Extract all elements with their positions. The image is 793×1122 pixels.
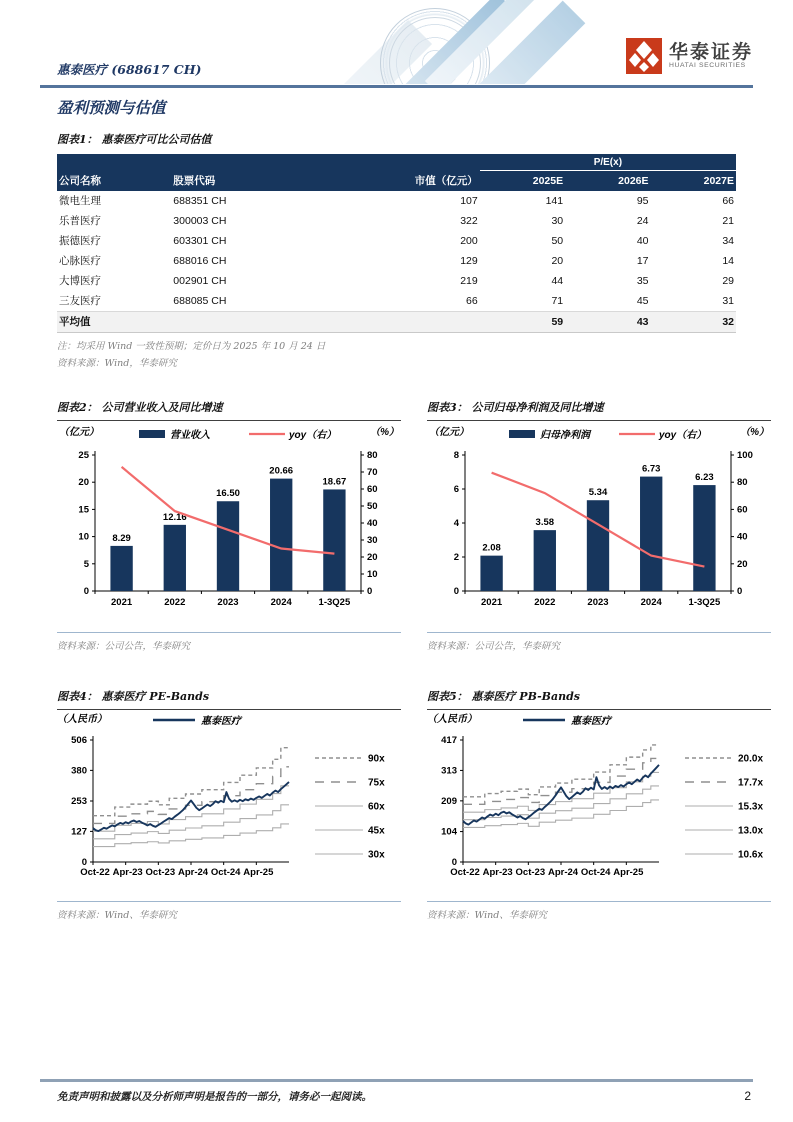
x-axis-label: 1-3Q25	[688, 596, 721, 608]
bar	[164, 524, 186, 590]
column-header: 市值（亿元）	[313, 171, 479, 191]
bar-value-label: 2.08	[482, 542, 501, 554]
table-cell: 50	[551, 234, 564, 247]
left-axis-tick: 8	[453, 449, 459, 461]
bar	[587, 500, 609, 591]
left-axis-tick: 5	[83, 558, 89, 570]
left-axis-tick: 15	[78, 503, 89, 515]
brand-name: 华泰证券	[668, 41, 753, 63]
table-cell: 45	[636, 294, 649, 307]
left-axis-tick: 0	[453, 585, 459, 597]
table-row	[57, 191, 736, 211]
table-cell: 43	[565, 311, 650, 332]
band-legend-label: 15.3x	[738, 801, 764, 812]
bar-value-label: 12.16	[162, 511, 187, 523]
band-legend-label: 75x	[368, 777, 385, 788]
table-cell: 30	[551, 214, 564, 227]
table-cell: 31	[722, 294, 734, 307]
bar	[110, 545, 132, 590]
page-footer	[40, 1079, 753, 1104]
table-cell: 300003 CH	[173, 214, 227, 227]
band-line-45x	[93, 804, 289, 838]
table-cell: 14	[722, 254, 734, 267]
chart-legend	[139, 429, 336, 441]
bar-value-label: 3.58	[535, 516, 555, 528]
table-cell: 心脉医疗	[59, 255, 101, 267]
table-cell: 乐普医疗	[59, 215, 101, 227]
bar	[480, 555, 502, 590]
chart-row-1	[57, 399, 769, 652]
table-source: 资料来源：Wind，华泰研究	[57, 357, 177, 369]
x-axis-tick: Apr-25	[613, 866, 644, 878]
figure2-title: 图表2： 公司营业收入及同比增速	[57, 399, 401, 421]
right-axis-tick: 30	[367, 534, 378, 546]
column-header: 2027E	[651, 171, 736, 191]
column-header: 2026E	[565, 171, 650, 191]
table-note: 注：均采用 Wind 一致性预期；定价日为 2025 年 10 月 24 日	[57, 340, 326, 352]
table-cell: 平均值	[57, 311, 171, 332]
x-axis-tick: Oct-24	[580, 866, 611, 878]
left-axis-unit: （亿元）	[59, 426, 99, 438]
bar	[217, 501, 239, 591]
table-cell: 44	[551, 274, 564, 287]
table-row	[57, 311, 736, 332]
table-row	[57, 211, 736, 231]
price-legend-label: 惠泰医疗	[571, 715, 611, 727]
band-legend-label: 20.0x	[738, 753, 764, 764]
right-axis-tick: 80	[737, 476, 748, 488]
table-cell: 59	[480, 311, 565, 332]
chart-row-2	[57, 688, 764, 921]
bar-value-label: 8.29	[112, 532, 131, 544]
table-cell: 66	[722, 194, 734, 207]
left-axis-tick: 2	[453, 551, 459, 563]
figure-1-valuation-table	[57, 131, 736, 369]
figure-3-profit-chart	[427, 399, 771, 652]
table-cell: 29	[722, 274, 734, 287]
band-legend-label: 17.7x	[738, 777, 764, 788]
table-cell: 17	[636, 254, 649, 267]
main-content	[57, 96, 769, 921]
bar-value-label: 18.67	[322, 475, 347, 487]
table-cell: 95	[636, 194, 649, 207]
figure3-source: 资料来源：公司公告，华泰研究	[427, 632, 771, 652]
figure4-source: 资料来源：Wind、华泰研究	[57, 901, 401, 921]
figure-2-revenue-chart	[57, 399, 401, 652]
bar	[640, 476, 662, 590]
band-line-30x	[93, 823, 289, 846]
y-axis-tick: 380	[71, 764, 87, 776]
y-axis-tick: 506	[71, 734, 87, 746]
band-legend-label: 45x	[368, 825, 385, 836]
bar-value-label: 5.34	[588, 486, 608, 498]
right-axis-tick: 100	[737, 449, 753, 461]
right-axis-tick: 50	[367, 500, 378, 512]
table-cell	[313, 311, 479, 332]
right-axis-tick: 80	[367, 449, 378, 461]
table-cell: 34	[722, 234, 734, 247]
table-cell: 微电生理	[59, 195, 101, 207]
figure-5-pb-bands	[427, 688, 771, 921]
left-axis-tick: 0	[83, 585, 89, 597]
left-axis-tick: 20	[78, 476, 89, 488]
table-cell: 32	[651, 311, 736, 332]
right-axis-tick: 10	[367, 568, 378, 580]
x-axis-tick: Oct-22	[80, 866, 110, 878]
right-axis-tick: 0	[737, 585, 743, 597]
x-axis-label: 2021	[111, 596, 133, 608]
axis-unit: （人民币）	[427, 713, 477, 725]
y-axis-tick: 417	[441, 734, 457, 746]
comparable-companies-table	[57, 154, 736, 333]
pb-bands-chart	[427, 710, 771, 888]
table-cell: 129	[460, 254, 478, 267]
x-axis-label: 1-3Q25	[318, 596, 351, 608]
x-axis-label: 2024	[270, 596, 292, 608]
x-axis-label: 2022	[534, 596, 556, 608]
table-row	[57, 251, 736, 271]
table-cell: 107	[460, 194, 478, 207]
left-axis-tick: 10	[78, 531, 89, 543]
table-cell: 200	[460, 234, 478, 247]
left-axis-tick: 4	[453, 517, 459, 529]
table-cell: 141	[545, 194, 564, 207]
table-cell: 219	[460, 274, 478, 287]
x-axis-label: 2021	[481, 596, 503, 608]
bar	[323, 489, 345, 591]
stock-price-line	[463, 764, 659, 824]
x-axis-tick: Oct-23	[515, 866, 546, 878]
band-line-90x	[93, 747, 289, 815]
figure5-source: 资料来源：Wind、华泰研究	[427, 901, 771, 921]
y-axis-tick: 127	[71, 825, 87, 837]
revenue-yoy-chart	[57, 421, 401, 619]
table-cell: 21	[722, 214, 734, 227]
x-axis-tick: Apr-23	[112, 866, 143, 878]
figure2-source: 资料来源：公司公告，华泰研究	[57, 632, 401, 652]
axis-unit: （人民币）	[57, 713, 107, 725]
band-legend-label: 30x	[368, 849, 385, 860]
right-axis-tick: 20	[737, 558, 748, 570]
net-profit-yoy-chart	[427, 421, 771, 619]
band-legend-label: 13.0x	[738, 825, 764, 836]
table-cell: 66	[466, 294, 478, 307]
x-axis-label: 2022	[164, 596, 186, 608]
x-axis-tick: Oct-23	[145, 866, 176, 878]
header-globe-decoration	[290, 0, 590, 84]
table-row	[57, 271, 736, 291]
y-axis-tick: 313	[441, 764, 457, 776]
table-cell: 603301 CH	[173, 234, 227, 247]
table-body	[57, 191, 736, 333]
table-cell	[171, 311, 313, 332]
y-axis-tick: 104	[441, 826, 457, 838]
table-cell: 40	[636, 234, 649, 247]
x-axis-tick: Apr-25	[243, 866, 274, 878]
table-cell: 322	[460, 214, 478, 227]
column-header: 公司名称	[57, 171, 171, 191]
legend-line-label: yoy（右）	[659, 429, 707, 441]
figure3-title: 图表3： 公司归母净利润及同比增速	[427, 399, 771, 421]
table-row	[57, 231, 736, 251]
x-axis-tick: Apr-24	[177, 866, 209, 878]
legend-bar-label: 归母净利润	[540, 429, 590, 441]
band-line-10.6x	[463, 799, 659, 827]
table-cell: 振德医疗	[59, 235, 101, 247]
right-axis-unit: （%）	[740, 426, 769, 438]
y-axis-tick: 209	[441, 795, 457, 807]
column-header: 股票代码	[171, 171, 313, 191]
table-cell: 688085 CH	[173, 294, 227, 307]
price-legend-label: 惠泰医疗	[201, 715, 241, 727]
x-axis-tick: Apr-24	[547, 866, 579, 878]
figure4-title: 图表4： 惠泰医疗 PE-Bands	[57, 688, 401, 710]
bar-value-label: 6.73	[641, 463, 661, 475]
right-axis-tick: 60	[367, 483, 378, 495]
section-title: 盈利预测与估值	[57, 98, 166, 117]
x-axis-label: 2023	[587, 596, 609, 608]
column-header: 2025E	[480, 171, 565, 191]
table-cell: 三友医疗	[59, 295, 101, 307]
bar-value-label: 20.66	[269, 465, 294, 477]
table-cell: 大博医疗	[59, 275, 101, 287]
bar	[693, 485, 715, 591]
pe-bands-chart	[57, 710, 401, 888]
bar-value-label: 16.50	[216, 487, 240, 499]
right-axis-tick: 40	[367, 517, 378, 529]
company-title: 惠泰医疗 (688617 CH)	[57, 62, 202, 77]
right-axis-tick: 0	[367, 585, 373, 597]
band-legend-label: 10.6x	[738, 849, 764, 860]
table-cell: 35	[636, 274, 649, 287]
footer-disclaimer: 免责声明和披露以及分析师声明是报告的一部分，请务必一起阅读。	[57, 1091, 372, 1103]
huatai-logo-icon	[626, 38, 662, 74]
table-cell: 688351 CH	[173, 194, 227, 207]
left-axis-tick: 6	[453, 483, 459, 495]
right-axis-tick: 40	[737, 531, 748, 543]
bar	[534, 530, 556, 591]
y-axis-tick: 253	[71, 795, 87, 807]
table-cell: 71	[551, 294, 564, 307]
pe-span-header: P/E(x)	[480, 154, 736, 171]
right-axis-tick: 60	[737, 503, 748, 515]
left-axis-tick: 25	[78, 449, 89, 461]
page-number: 2	[744, 1089, 751, 1103]
brand-subtitle: HUATAI SECURITIES	[668, 62, 746, 70]
legend-bar-label: 营业收入	[170, 429, 210, 441]
chart-legend	[509, 429, 706, 441]
right-axis-unit: （%）	[370, 426, 399, 438]
figure-4-pe-bands	[57, 688, 401, 921]
page-header	[40, 36, 753, 84]
band-legend-label: 90x	[368, 753, 385, 764]
bar	[270, 478, 292, 590]
table-cell: 24	[636, 214, 649, 227]
x-axis-tick: Oct-24	[210, 866, 241, 878]
table-head	[57, 154, 736, 191]
right-axis-tick: 20	[367, 551, 378, 563]
x-axis-label: 2024	[640, 596, 662, 608]
header-divider	[40, 85, 753, 88]
band-legend-label: 60x	[368, 801, 385, 812]
table-cell: 688016 CH	[173, 254, 227, 267]
x-axis-tick: Oct-22	[450, 866, 480, 878]
table-row	[57, 291, 736, 312]
x-axis-tick: Apr-23	[482, 866, 513, 878]
huatai-logo	[626, 38, 753, 74]
right-axis-tick: 70	[367, 466, 378, 478]
figure1-title: 图表1： 惠泰医疗可比公司估值	[57, 133, 212, 146]
figure5-title: 图表5： 惠泰医疗 PB-Bands	[427, 688, 771, 710]
y-axis-tick: 0	[451, 856, 457, 868]
legend-line-label: yoy（右）	[289, 429, 337, 441]
table-cell: 20	[551, 254, 564, 267]
left-axis-unit: （亿元）	[429, 426, 469, 438]
table-cell: 002901 CH	[173, 274, 227, 287]
bar-value-label: 6.23	[695, 471, 714, 483]
y-axis-tick: 0	[81, 856, 87, 868]
x-axis-label: 2023	[217, 596, 239, 608]
